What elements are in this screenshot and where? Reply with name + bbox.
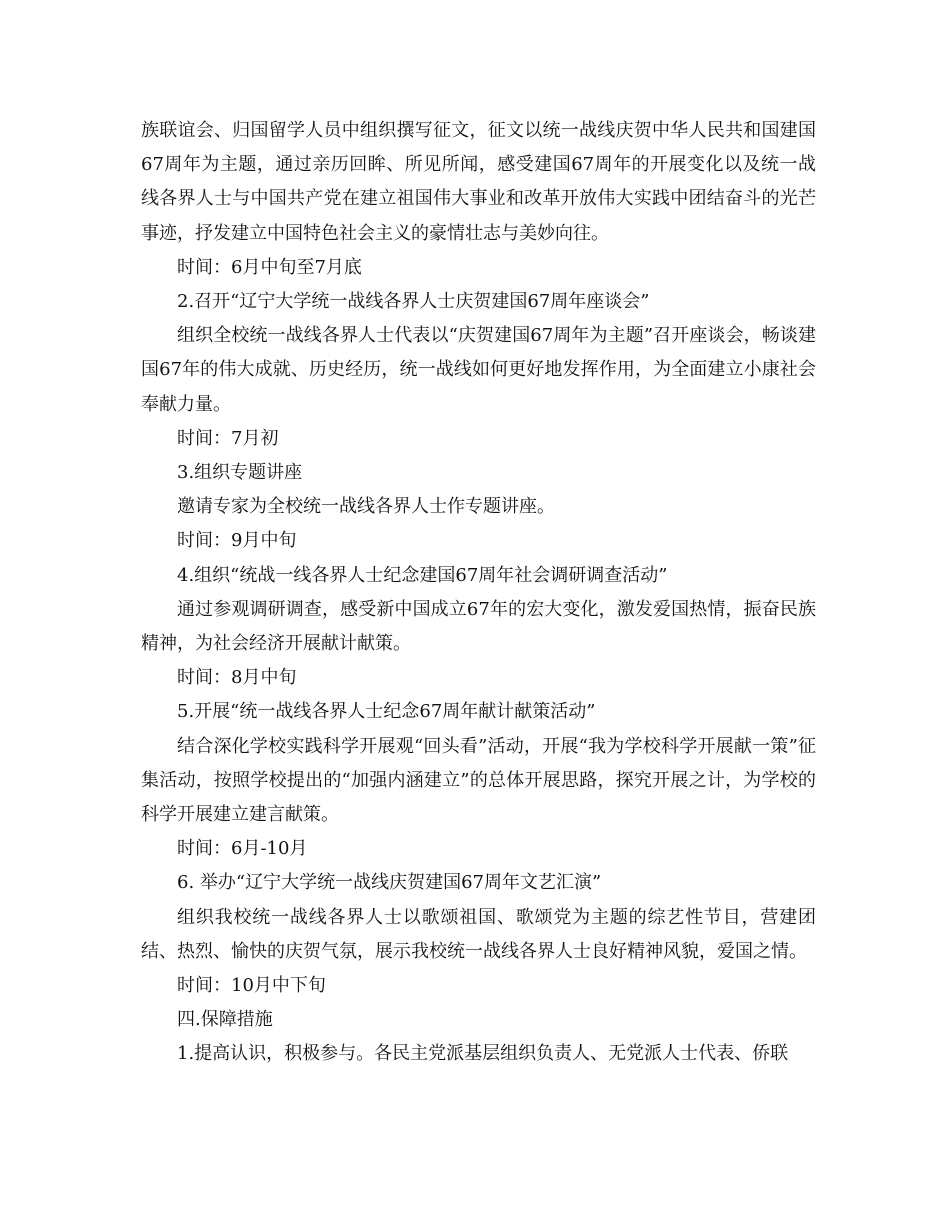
paragraph-time-2: 时间：7月初 bbox=[177, 427, 279, 449]
heading-item-4: 4.组织“统战一线各界人士纪念建国67周年社会调研调查活动” bbox=[177, 564, 668, 586]
paragraph-item-4-body: 通过参观调研调查，感受新中国成立67年的宏大变化，激发爱国热情，振奋民族精神，为社会经济开展献计献策。 bbox=[141, 598, 816, 655]
paragraph-time-5: 时间：6月-10月 bbox=[177, 838, 308, 860]
document-body bbox=[141, 114, 816, 1072]
paragraph-time-6: 时间：10月中下旬 bbox=[177, 975, 326, 997]
paragraph-item-5-body: 结合深化学校实践科学开展观“回头看”活动，开展“我为学校科学开展献一策”征集活动，按照学校提出的“加强内涵建立”的总体开展思路，探究开展之计，为学校的科学开展建立建言献策。 bbox=[141, 735, 816, 826]
paragraph-safeguard-1: 1.提高认识，积极参与。各民主党派基层组织负责人、无党派人士代表、侨联 bbox=[177, 1043, 789, 1065]
section-heading-safeguards: 四.保障措施 bbox=[177, 1009, 273, 1031]
paragraph-time-3: 时间：9月中旬 bbox=[177, 530, 297, 552]
paragraph-time-4: 时间：8月中旬 bbox=[177, 667, 297, 689]
heading-item-2: 2.召开“辽宁大学统一战线各界人士庆贺建国67周年座谈会” bbox=[177, 291, 650, 313]
paragraph-item-6-body: 组织我校统一战线各界人士以歌颂祖国、歌颂党为主题的综艺性节目，营建团结、热烈、愉快的庆贺气氛，展示我校统一战线各界人士良好精神风貌，爱国之情。 bbox=[141, 906, 816, 962]
paragraph-item-2-body: 组织全校统一战线各界人士代表以“庆贺建国67周年为主题”召开座谈会，畅谈建国67年的伟大成就、历史经历，统一战线如何更好地发挥作用，为全面建立小康社会奉献力量。 bbox=[141, 325, 816, 415]
paragraph-item-3-body: 邀请专家为全校统一战线各界人士作专题讲座。 bbox=[177, 496, 555, 518]
paragraph-essay-continuation: 族联谊会、归国留学人员中组织撰写征文，征文以统一战线庆贺中华人民共和国建国67周年为主题，通过亲历回眸、所见所闻，感受建国67周年的开展变化以及统一战线各界人士与中国共产党在建立祖国伟大事业和改革开放伟大实践中团结奋斗的光芒事迹，抒发建立中国特色社会主义的豪情壮志与美妙向往。 bbox=[141, 120, 816, 244]
heading-item-5: 5.开展“统一战线各界人士纪念67周年献计献策活动” bbox=[177, 701, 596, 723]
heading-item-6: 6. 举办“辽宁大学统一战线庆贺建国67周年文艺汇演” bbox=[177, 872, 602, 894]
paragraph-time-1: 时间：6月中旬至7月底 bbox=[177, 256, 362, 278]
heading-item-3: 3.组织专题讲座 bbox=[177, 462, 303, 484]
